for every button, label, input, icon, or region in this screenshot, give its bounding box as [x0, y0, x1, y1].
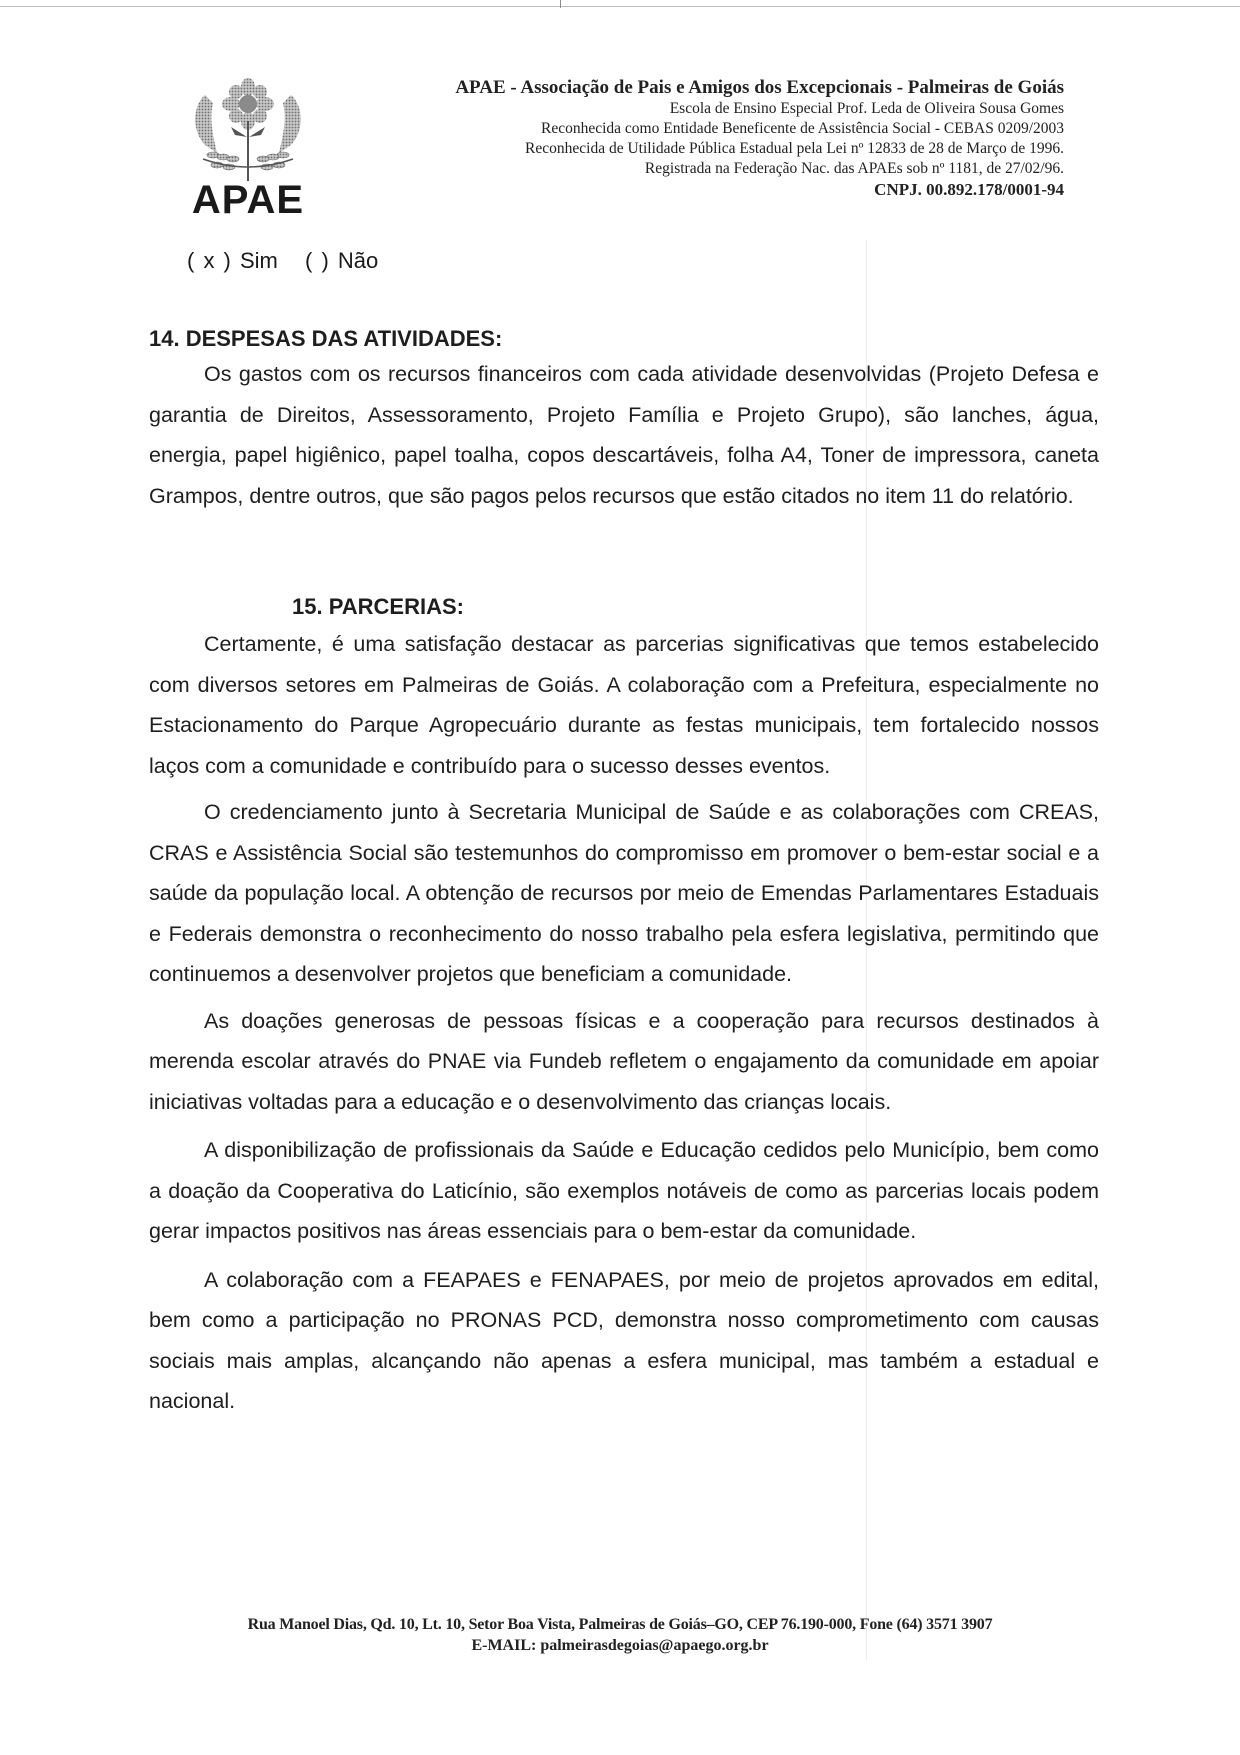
footer-email: E-MAIL: palmeirasdegoias@apaego.org.br: [471, 1637, 769, 1654]
option-yes-checked: ( x ) Sim: [187, 248, 278, 273]
footer: [130, 1614, 1110, 1656]
section-15-paragraph: A colaboração com a FEAPAES e FENAPAES, por meio de projetos aprovados em edital, bem como a participação no PRONAS PCD, demonstra nosso comprometimento com causas sociais mais amplas, alcançando não apenas a esfera municipal, mas também a estadual e nacional.: [149, 1267, 1099, 1413]
yes-no-answer: [187, 248, 396, 274]
letterhead: [455, 77, 1064, 201]
letterhead-line: Reconhecida como Entidade Beneficente de Assistência Social - CEBAS 0209/2003: [541, 120, 1064, 137]
cnpj-number: CNPJ. 00.892.178/0001-94: [874, 180, 1064, 199]
scan-edge-mark: [560, 0, 561, 8]
section-14: [149, 324, 1099, 516]
section-15-paragraph: O credenciamento junto à Secretaria Municipal de Saúde e as colaborações com CREAS, CRAS e Assistência Social são testemunhos do compromisso em promover o bem-estar social e a saúde da população local. A obtenção de recursos por meio de Emendas Parlamentares Estaduais e Federais demonstra o reconhecimento do nosso trabalho pela esfera legislativa, permitindo que continuemos a desenvolver projetos que beneficiam a comunidade.: [149, 800, 1099, 986]
section-15-paragraph: A disponibilização de profissionais da Saúde e Educação cedidos pelo Município, bem como a doação da Cooperativa do Laticínio, são exemplos notáveis de como as parcerias locais podem gerar impactos positivos nas áreas essenciais para o bem-estar da comunidade.: [149, 1138, 1099, 1243]
letterhead-line: Registrada na Federação Nac. das APAEs sob nº 1181, de 27/02/96.: [644, 160, 1064, 177]
section-15: [149, 592, 1099, 1422]
organization-name: APAE - Associação de Pais e Amigos dos Excepcionais - Palmeiras de Goiás: [455, 77, 1064, 98]
footer-address: Rua Manoel Dias, Qd. 10, Lt. 10, Setor Boa Vista, Palmeiras de Goiás–GO, CEP 76.190-000, Fone (64) 3571 3907: [247, 1616, 993, 1633]
section-14-paragraph: Os gastos com os recursos financeiros com cada atividade desenvolvidas (Projeto Defesa e garantia de Direitos, Assessoramento, Projeto Família e Projeto Grupo), são lanches, água, energia, papel higiênico, papel toalha, copos descartáveis, folha A4, Toner de impressora, caneta Grampos, dentre outros, que são pagos pelos recursos que estão citados no item 11 do relatório.: [149, 362, 1099, 508]
letterhead-line: Reconhecida de Utilidade Pública Estadual pela Lei nº 12833 de 28 de Março de 1996.: [525, 140, 1064, 157]
section-15-title: 15. PARCERIAS:: [292, 594, 464, 619]
scan-top-edge: [0, 6, 1240, 7]
section-14-title: 14. DESPESAS DAS ATIVIDADES:: [149, 326, 503, 351]
option-no: ( ) Não: [305, 248, 379, 273]
flower-hands-emblem-icon: [183, 75, 313, 185]
logo-wordmark: APAE: [191, 178, 305, 222]
section-15-paragraph: As doações generosas de pessoas físicas e a cooperação para recursos destinados à merenda escolar através do PNAE via Fundeb refletem o engajamento da comunidade em apoiar iniciativas voltadas para a educação e o desenvolvimento das crianças locais.: [149, 1008, 1099, 1114]
letterhead-line: Escola de Ensino Especial Prof. Leda de Oliveira Sousa Gomes: [669, 100, 1064, 117]
section-15-paragraph: Certamente, é uma satisfação destacar as parcerias significativas que temos estabelecido com diversos setores em Palmeiras de Goiás. A colaboração com a Prefeitura, especialmente no Estacionamento do Parque Agropecuário durante as festas municipais, tem fortalecido nossos laços com a comunidade e contribuído para o sucesso desses eventos.: [149, 632, 1099, 778]
